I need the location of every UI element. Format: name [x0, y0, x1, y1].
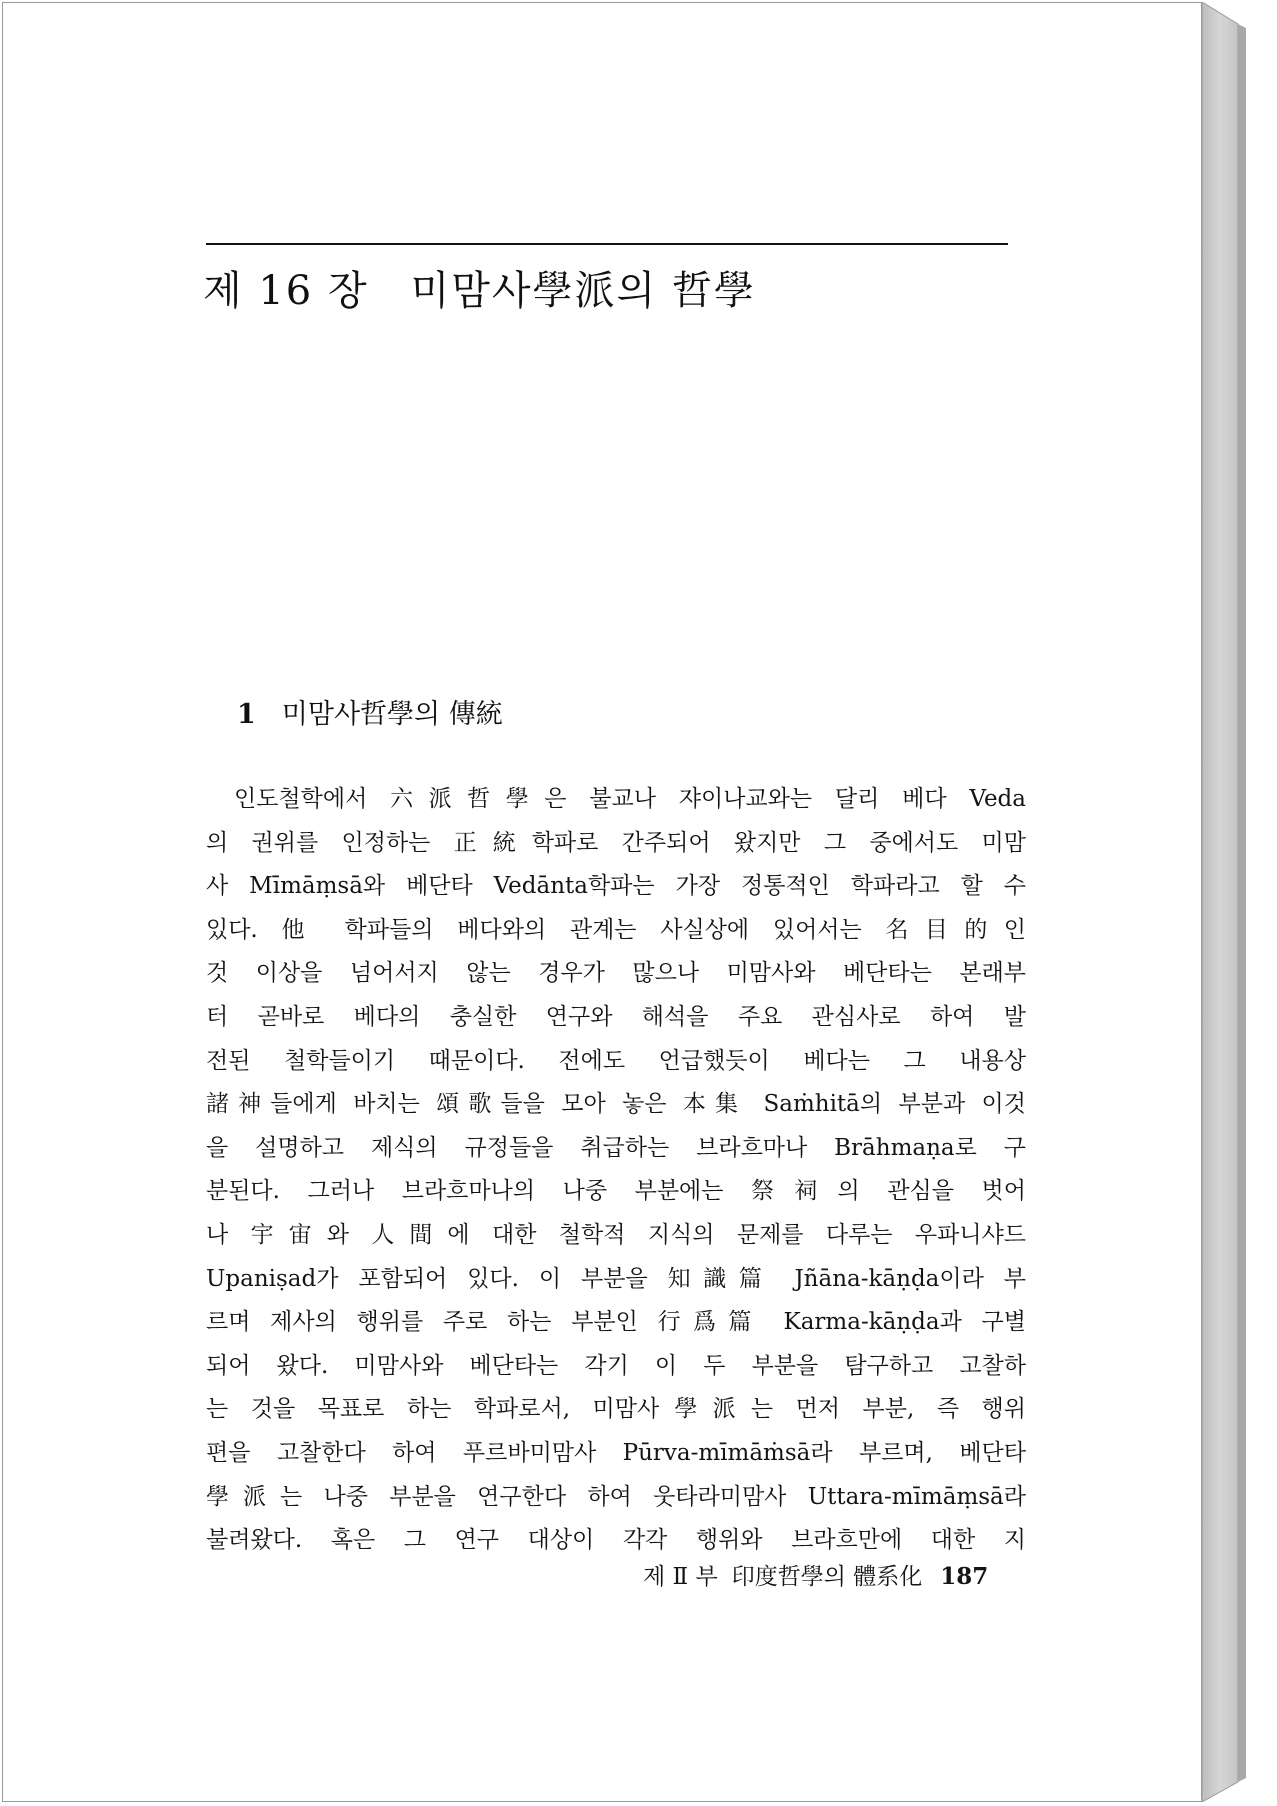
body-line: 분된다. 그러나 브라흐마나의 나중 부분에는 祭祠의 관심을 벗어 — [206, 1178, 1026, 1205]
chapter-number-label: 제 16 장 — [203, 268, 369, 314]
body-line: 르며 제사의 행위를 주로 하는 부분인 行爲篇 Karma-kāṇḍa과 구별 — [206, 1309, 1026, 1336]
body-line: 나 宇宙와 人間에 대한 철학적 지식의 문제를 다루는 우파니샤드 — [206, 1221, 1026, 1248]
body-line: 의 권위를 인정하는 正統학파로 간주되어 왔지만 그 중에서도 미맘 — [206, 829, 1026, 856]
chapter-title: 미맘사學派의 哲學 — [410, 268, 756, 314]
body-line: 전된 철학들이기 때문이다. 전에도 언급했듯이 베다는 그 내용상 — [206, 1047, 1026, 1074]
body-line: 있다. 他 학파들의 베다와의 관계는 사실상에 있어서는 名目的인 — [206, 916, 1026, 943]
section-heading — [237, 692, 503, 731]
body-text — [206, 778, 1026, 1563]
body-line: 터 곧바로 베다의 충실한 연구와 해석을 주요 관심사로 하여 발 — [206, 1003, 1026, 1030]
body-line: 불려왔다. 혹은 그 연구 대상이 각각 행위와 브라흐만에 대한 지 — [206, 1527, 1026, 1554]
chapter-heading — [203, 259, 756, 316]
body-line: 인도철학에서 六派哲學은 불교나 쟈이나교와는 달리 베다 Veda — [234, 786, 1026, 812]
footer-part-label: 제 Ⅱ 부 — [643, 1564, 718, 1590]
body-line: 편을 고찰한다 하여 푸르바미맘사 Pūrva-mīmāṁsā라 부르며, 베단타 — [206, 1439, 1026, 1466]
body-line: 되어 왔다. 미맘사와 베단타는 각기 이 두 부분을 탐구하고 고찰하 — [206, 1352, 1026, 1379]
body-line: 을 설명하고 제식의 규정들을 취급하는 브라흐마나 Brāhmaṇa로 구 — [206, 1134, 1026, 1161]
body-line: 學派는 나중 부분을 연구한다 하여 웃타라미맘사 Uttara-mīmāṃsā라 — [206, 1483, 1026, 1510]
running-footer — [643, 1558, 988, 1591]
body-line: 것 이상을 넘어서지 않는 경우가 많으나 미맘사와 베단타는 본래부 — [206, 960, 1026, 987]
section-number: 1 — [237, 699, 256, 730]
body-line: Upaniṣad가 포함되어 있다. 이 부분을 知識篇 Jñāna-kāṇḍa이라 부 — [206, 1265, 1026, 1292]
body-line: 諸神들에게 바치는 頌歌들을 모아 놓은 本集 Saṁhitā의 부분과 이것 — [206, 1091, 1026, 1118]
book-page — [2, 2, 1202, 1802]
chapter-top-rule — [206, 243, 1008, 245]
body-line: 사 Mīmāṃsā와 베단타 Vedānta학파는 가장 정통적인 학파라고 할 수 — [206, 873, 1026, 900]
body-line: 는 것을 목표로 하는 학파로서, 미맘사學派는 먼저 부분, 즉 행위 — [206, 1396, 1026, 1423]
footer-book-title: 印度哲學의 體系化 — [731, 1564, 923, 1590]
section-title: 미맘사哲學의 傳統 — [281, 699, 503, 730]
page-side-edge — [1202, 2, 1272, 1802]
page-number: 187 — [940, 1563, 989, 1590]
